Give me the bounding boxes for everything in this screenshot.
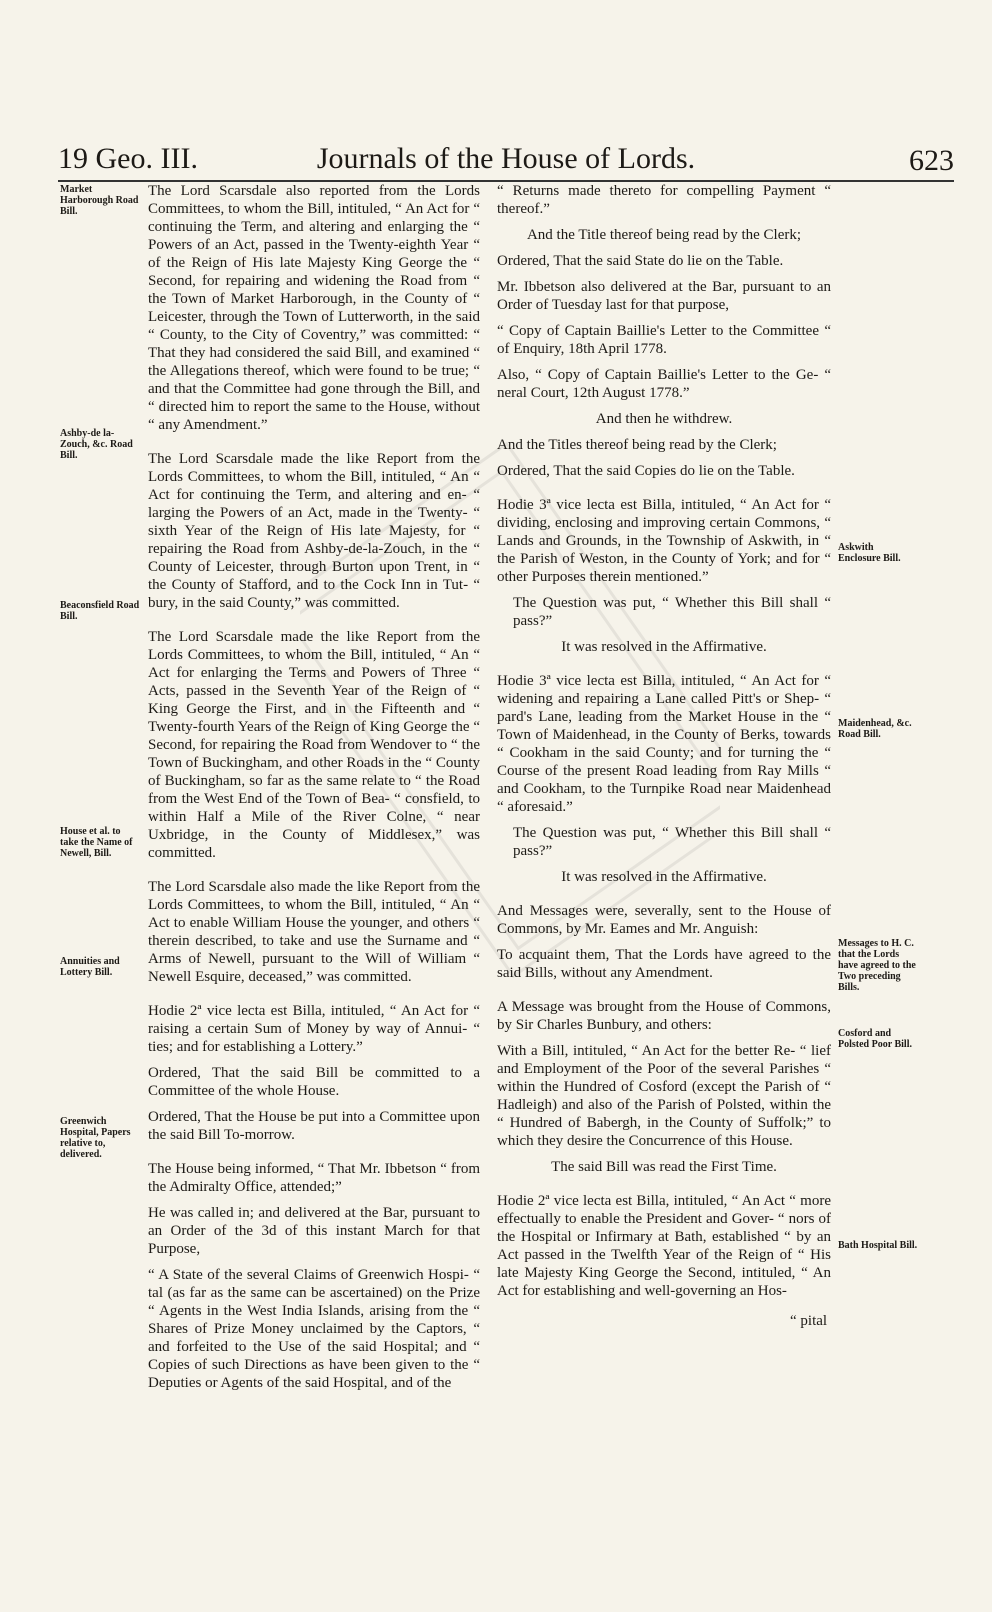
margin-note-beaconsfield: Beaconsfield Road Bill. — [60, 600, 140, 622]
margin-note-house-newell: House et al. to take the Name of Newell, Bill. — [60, 826, 133, 859]
paragraph: He was called in; and delivered at the Bar, pursuant to an Order of the 3d of this instant March for that Purpose, — [148, 1205, 480, 1257]
paragraph: “ A State of the several Claims of Greenwich Hospi- “ tal (as far as the same can be ascertained) on the Prize “ Agents in the West India Islands, arising from the “ Shares of Prize Money unclaimed by the Captors, “ and forfeited to the Use of the said Hospital; and “ Copies of such Directions as have been given to the “ Deputies or Agents of the said Hospital, and of the — [148, 1267, 480, 1391]
paragraph: To acquaint them, That the Lords have agreed to the said Bills, without any Amendment. — [497, 947, 831, 981]
paragraph: Hodie 3ª vice lecta est Billa, intituled, “ An Act for “ widening and repairing a Lane called Pitt's or Shep- “ pard's Lane, leading from the Market House in the “ Town of Maidenhead, in the County of Berks, towards “ Cookham in the said County; and for turning the “ Course of the present Road leading from Ray Mills “ and Cookham, to the Turnpike Road near Maidenhead “ aforesaid.” — [497, 673, 831, 815]
paragraph: The Lord Scarsdale also reported from the Lords Committees, to whom the Bill, intituled, “ An Act for “ continuing the Term, and altering and enlarging the “ Powers of an Act, passed in the Twenty-eighth Year “ of the Reign of His late Majesty King George the “ Second, for repairing and widening the Road from “ the Town of Market Harborough, in the County of “ Leicester, through the Town of Lutterworth, in the said “ County, to the City of Coventry,” was committed: “ That they had considered the said Bill, and examined “ the Allegations thereof, which were found to be true; “ and that the Committee had gone through the Bill, and “ directed him to report the same to the House, without “ any Amendment.” — [148, 183, 480, 433]
regnal-year: 19 Geo. III. — [58, 142, 198, 175]
page-number: 623 — [909, 144, 954, 177]
paragraph: With a Bill, intituled, “ An Act for the better Re- “ lief and Employment of the Poor of the several Parishes “ within the Hundred of Cosford (except the Parish of “ Hadleigh) and also of the Parish of Polsted, within the “ Hundred of Babergh, in the County of Suffolk;” to which they desire the Concurrence of this House. — [497, 1043, 831, 1149]
paragraph: Mr. Ibbetson also delivered at the Bar, pursuant to an Order of Tuesday last for that purpose, — [497, 279, 831, 313]
margin-note-greenwich: Greenwich Hospital, Papers relative to, delivered. — [60, 1116, 131, 1160]
catchword: “ pital — [790, 1313, 828, 1329]
paragraph: It was resolved in the Affirmative. — [561, 639, 767, 655]
paragraph: Hodie 2ª vice lecta est Billa, intituled, “ An Act for “ raising a certain Sum of Money by way of Annui- “ ties; and for establishing a Lottery.” — [148, 1003, 480, 1055]
margin-note-maidenhead: Maidenhead, &c. Road Bill. — [838, 718, 912, 740]
paragraph: Ordered, That the said State do lie on the Table. — [497, 253, 784, 269]
paragraph: “ Returns made thereto for compelling Payment “ thereof.” — [497, 183, 831, 217]
left-column — [148, 182, 480, 1404]
paragraph: Also, “ Copy of Captain Baillie's Letter to the Ge- “ neral Court, 12th August 1778.” — [497, 367, 831, 401]
margin-note-askwith: Askwith Enclosure Bill. — [838, 542, 901, 564]
paragraph: A Message was brought from the House of Commons, by Sir Charles Bunbury, and others: — [497, 999, 831, 1033]
paragraph: And the Title thereof being read by the Clerk; — [526, 227, 802, 243]
paragraph: The House being informed, “ That Mr. Ibbetson “ from the Admiralty Office, attended;” — [148, 1161, 480, 1195]
paragraph: And then he withdrew. — [595, 411, 733, 427]
page-title: Journals of the House of Lords. — [316, 142, 696, 175]
right-column — [497, 182, 831, 1312]
paragraph: The Lord Scarsdale also made the like Report from the Lords Committees, to whom the Bill, intituled, “ An “ Act to enable William House the younger, and others “ therein described, to take and use the Surname and “ Arms of Newell, pursuant to the Will of William “ Newell Esquire, deceased,” was committed. — [148, 879, 480, 985]
margin-note-ashby: Ashby-de la-Zouch, &c. Road Bill. — [60, 428, 133, 461]
paragraph: “ Copy of Captain Baillie's Letter to the Committee “ of Enquiry, 18th April 1778. — [497, 323, 831, 357]
paragraph: Ordered, That the House be put into a Committee upon the said Bill To-morrow. — [148, 1109, 480, 1143]
paragraph: It was resolved in the Affirmative. — [561, 869, 767, 885]
paragraph: The Lord Scarsdale made the like Report from the Lords Committees, to whom the Bill, intituled, “ An “ Act for continuing the Term, and altering and en- “ larging the Powers of an Act, made in the Twenty- “ sixth Year of the Reign of His late Majesty, for “ repairing the Road from Ashby-de-la-Zouch, in the “ County of Leicester, through Burton upon Trent, in “ the County of Stafford, and to the Cock Inn in Tut- “ bury, in the said County,” was committed. — [148, 451, 480, 611]
paragraph: And Messages were, severally, sent to the House of Commons, by Mr. Eames and Mr. Anguish: — [497, 903, 831, 937]
paragraph: The Question was put, “ Whether this Bill shall “ pass?” — [513, 595, 831, 629]
margin-note-market-harborough: Market Harborough Road Bill. — [60, 184, 139, 217]
paragraph: The Lord Scarsdale made the like Report from the Lords Committees, to whom the Bill, intituled, “ An “ Act for enlarging the Terms and Powers of Three “ Acts, passed in the Seventh Year of the Reign of “ King George the First, and in the Fifteenth and “ Twenty-fourth Years of the Reign of King George the “ Second, for repairing the Road from Wendover to “ the Town of Buckingham, and other Roads in the “ County of Buckingham, so far as the same relate to “ the Road from the West End of the Town of Bea- “ consfield, to within Half a Mile of the River Colne, “ near Uxbridge, in the County of Middlesex,” was committed. — [148, 629, 480, 861]
paragraph: The said Bill was read the First Time. — [551, 1159, 777, 1175]
margin-note-messages: Messages to H. C. that the Lords have agreed to the Two preceding Bills. — [838, 938, 916, 993]
page-header — [58, 138, 954, 182]
paragraph: Hodie 3ª vice lecta est Billa, intituled, “ An Act for “ dividing, enclosing and improving certain Commons, “ Lands and Grounds, in the Township of Askwith, in “ the Parish of Weston, in the County of York; and for “ other Purposes therein mentioned.” — [497, 497, 831, 585]
paragraph: Hodie 2ª vice lecta est Billa, intituled, “ An Act “ more effectually to enable the President and Gover- “ nors of the Hospital or Infirmary at Bath, established “ by an Act passed in the Twelfth Year of the Reign of “ His late Majesty King George the Second, intituled, “ An Act for establishing and well-governing an Hos- — [497, 1193, 831, 1299]
paragraph: Ordered, That the said Bill be committed to a Committee of the whole House. — [148, 1065, 480, 1099]
paragraph: And the Titles thereof being read by the Clerk; — [497, 437, 777, 453]
margin-note-bath-hospital: Bath Hospital Bill. — [838, 1240, 918, 1251]
paragraph: Ordered, That the said Copies do lie on the Table. — [497, 463, 795, 479]
paragraph: The Question was put, “ Whether this Bill shall “ pass?” — [513, 825, 831, 859]
margin-note-annuities-lottery: Annuities and Lottery Bill. — [60, 956, 120, 978]
margin-note-cosford-polsted: Cosford and Polsted Poor Bill. — [838, 1028, 912, 1050]
